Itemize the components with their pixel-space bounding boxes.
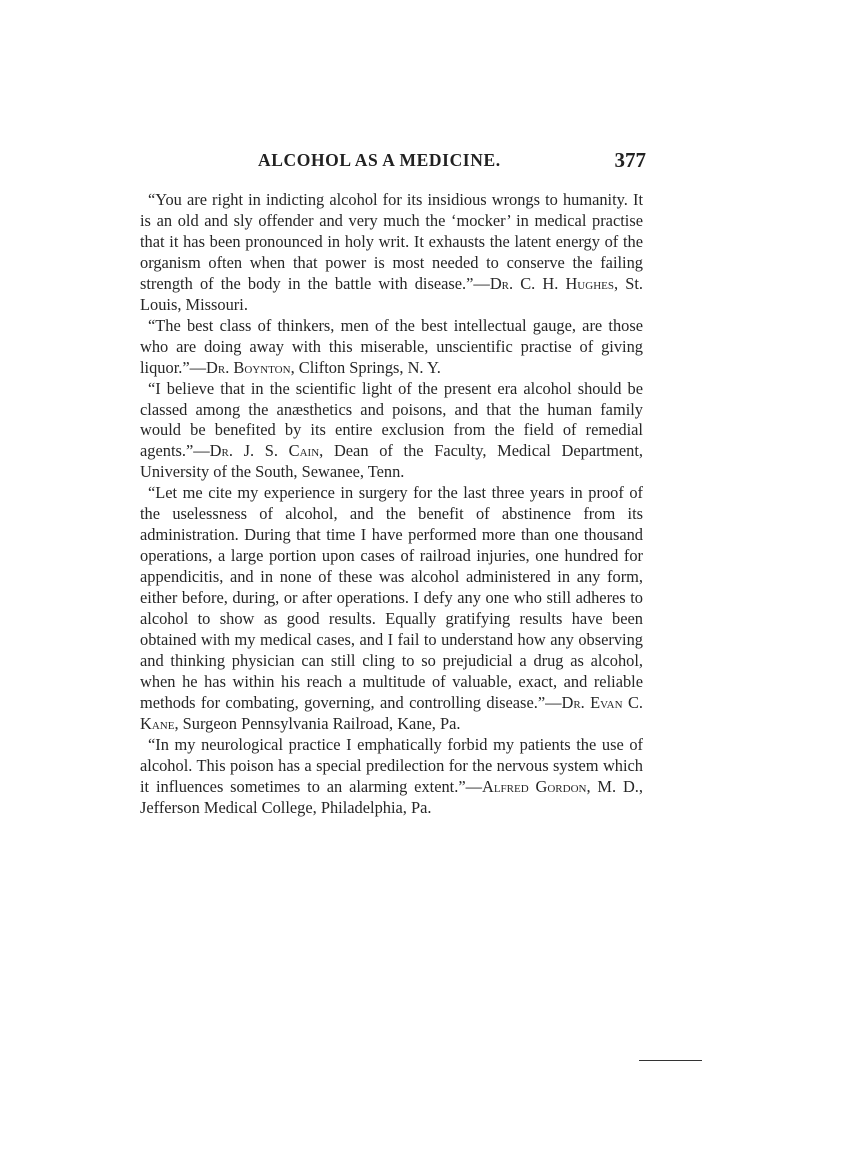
body-text — [140, 190, 643, 819]
running-title: ALCOHOL AS A MEDICINE. — [258, 150, 501, 170]
running-head — [258, 150, 646, 180]
quote-affiliation: , Clifton Springs, N. Y. — [290, 357, 441, 377]
quote-text: “You are right in indicting alcohol for its insidious wrongs to humanity. It is an old and sly offender and very much the ‘mocker’ in medical practise that it has been pronounced in holy writ. It exhausts the latent energy of the organism often when that power is most needed to conserve the failing strength of the body in the battle with disease.”— — [140, 190, 643, 293]
quote-paragraph-gordon — [140, 735, 643, 819]
quote-text: “In my neurological practice I emphatically forbid my patients the use of alcohol. This poison has a special predilection for the nervous system which it influences sometimes to an alarming extent.”— — [140, 734, 643, 796]
quote-author: Dr. Boynton — [206, 357, 291, 377]
quote-text: “The best class of thinkers, men of the best intellectual gauge, are those who are doing away with this miserable, unscientific practise of giving liquor.”— — [140, 315, 643, 377]
quote-text: “I believe that in the scientific light of the present era alcohol should be classed among the anæsthetics and poisons, and that the human family would be benefited by its entire exclusion from the field of remedial agents.”— — [140, 378, 643, 461]
quote-affiliation: , Dean of the Faculty, Medical Department, University of the South, Sewanee, Tenn. — [140, 441, 643, 482]
quote-paragraph-hughes — [140, 190, 643, 316]
quote-paragraph-boynton — [140, 316, 643, 379]
quote-author: Dr. J. S. Cain — [209, 441, 320, 461]
quote-author: Alfred Gordon — [482, 776, 587, 796]
footer-rule — [639, 1060, 702, 1061]
quote-paragraph-cain — [140, 379, 643, 484]
quote-affiliation: , Surgeon Pennsylvania Railroad, Kane, Pa. — [174, 713, 461, 733]
quote-affiliation: , St. Louis, Missouri. — [140, 273, 643, 314]
quote-author: Dr. Evan C. Kane — [140, 692, 643, 733]
quote-text: “Let me cite my experience in surgery for the last three years in proof of the uselessness of alcohol, and the benefit of abstinence from its administration. During that time I have performed more than one thousand operations, a large portion upon cases of railroad injuries, one hundred for appendicitis, and in none of these was alcohol administered in any form, either before, during, or after operations. I defy any one who still adheres to alcohol to show as good results. Equally gratifying results have been obtained with my medical cases, and I fail to understand how any observing and thinking physician can still cling to so prejudicial a drug as alcohol, when he has within his reach a multitude of valuable, exact, and reliable methods for combating, governing, and controlling disease.”— — [140, 483, 643, 712]
quote-author: Dr. C. H. Hughes — [489, 273, 614, 293]
quote-affiliation: , M. D., Jefferson Medical College, Philadelphia, Pa. — [140, 776, 643, 817]
quote-paragraph-kane — [140, 483, 643, 734]
page-number: 377 — [614, 148, 646, 172]
